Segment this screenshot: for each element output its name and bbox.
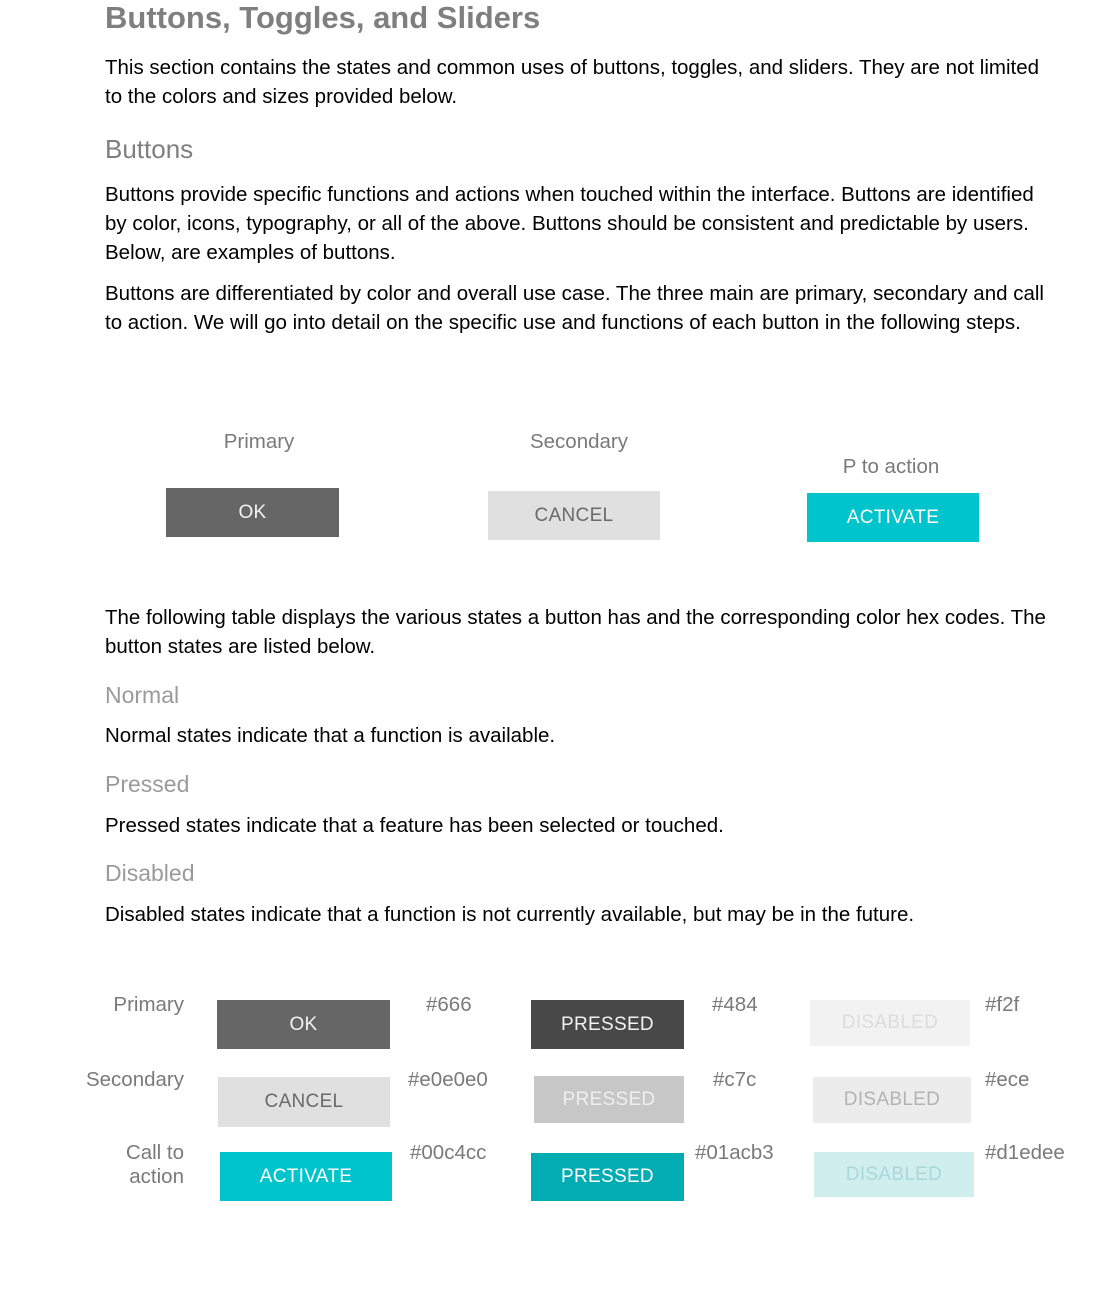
example-secondary-label: Secondary [529, 430, 628, 453]
normal-text: Normal states indicate that a function is available. [105, 724, 556, 747]
cta-disabled-button: DISABLED [814, 1152, 974, 1197]
primary-normal-button[interactable]: OK [217, 1000, 390, 1049]
cta-pressed-hex: #01acb3 [695, 1141, 774, 1164]
buttons-para-2: Buttons are differentiated by color and overall use case. The three main are primary, secondary and call to action. We will go into detail on the specific use and functions of each button in the following steps. [105, 282, 1044, 334]
primary-disabled-hex: #f2f [985, 993, 1020, 1016]
primary-pressed-button[interactable]: PRESSED [531, 1000, 684, 1049]
row-label-secondary: Secondary [85, 1068, 184, 1091]
row-label-cta: Call to action [125, 1141, 184, 1188]
example-ok-button[interactable]: OK [166, 488, 339, 537]
secondary-disabled-button: DISABLED [813, 1077, 971, 1123]
example-primary-label: Primary [223, 430, 295, 453]
normal-heading: Normal [105, 682, 180, 708]
primary-disabled-button: DISABLED [810, 1000, 970, 1046]
buttons-heading: Buttons [105, 134, 194, 164]
secondary-normal-button[interactable]: CANCEL [218, 1077, 390, 1127]
pressed-text: Pressed states indicate that a feature has been selected or touched. [105, 814, 724, 837]
row-label-primary: Primary [113, 993, 184, 1016]
cta-normal-button[interactable]: ACTIVATE [220, 1152, 392, 1201]
cta-normal-hex: #00c4cc [410, 1141, 487, 1164]
secondary-disabled-hex: #ece [985, 1068, 1030, 1091]
section-intro: This section contains the states and common uses of buttons, toggles, and sliders. They are not limited to the colors and sizes provided below. [105, 56, 1040, 108]
secondary-pressed-button[interactable]: PRESSED [534, 1076, 684, 1123]
example-cta-label: P to action [842, 455, 940, 478]
pressed-heading: Pressed [105, 771, 190, 797]
disabled-text: Disabled states indicate that a function is not currently available, but may be in the future. [105, 903, 915, 926]
cta-disabled-hex: #d1edee [985, 1141, 1065, 1164]
buttons-para-1: Buttons provide specific functions and actions when touched within the interface. Buttons are identified by color, icons, typography, or all of the above. Buttons should be consistent and predictable by users. Below, are examples of buttons. [105, 183, 1034, 264]
primary-normal-hex: #666 [426, 993, 472, 1016]
example-cancel-button[interactable]: CANCEL [488, 491, 660, 540]
disabled-heading: Disabled [105, 860, 195, 886]
states-para: The following table displays the various states a button has and the corresponding color hex codes. The button states are listed below. [105, 606, 1046, 658]
secondary-pressed-hex: #c7c [713, 1068, 757, 1091]
primary-pressed-hex: #484 [712, 993, 758, 1016]
cta-pressed-button[interactable]: PRESSED [531, 1153, 684, 1201]
section-title: Buttons, Toggles, and Sliders [105, 0, 541, 35]
example-activate-button[interactable]: ACTIVATE [807, 493, 979, 542]
secondary-normal-hex: #e0e0e0 [408, 1068, 488, 1091]
